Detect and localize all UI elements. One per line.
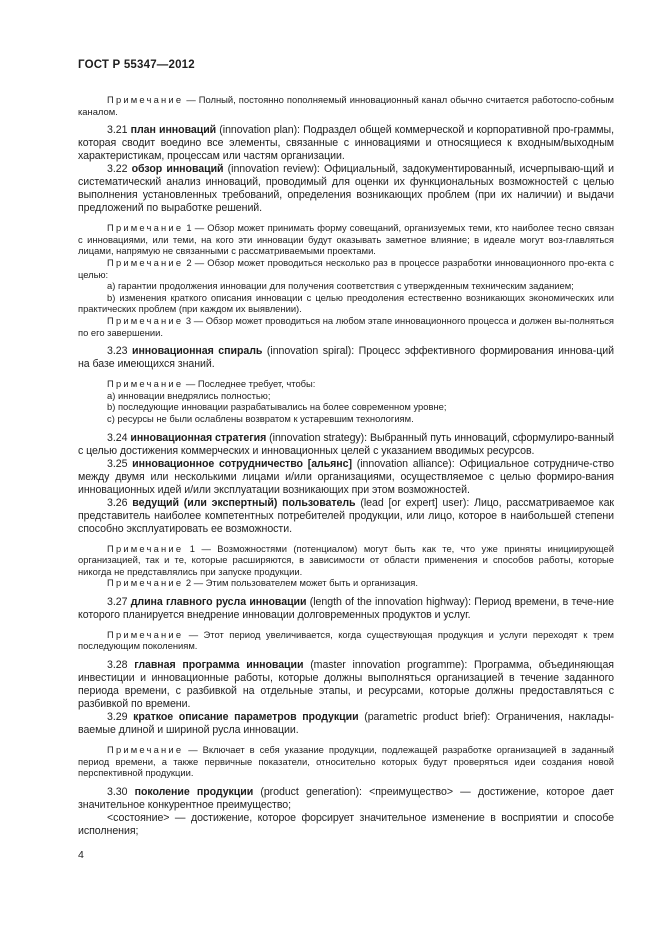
term-3-30 [78,786,614,812]
term-title: поколение продукции [134,785,254,798]
term-3-25 [78,458,614,497]
term-definition: (product generation): <преимущество> — достижение, которое дает значительное конкурентное преимущество; [78,785,614,811]
term-title: обзор инноваций [131,163,224,176]
note-label: Примечание [107,744,184,756]
note-text: 1 — Обзор может принимать форму совещаний, организуемых теми, кто наиболее тесно связан с инновациями, или теми, на кого эти инновации будут оказывать заметное влияние; в идеале могут воз-главляться лицами, напрямую не связанными с рассматриваемыми проектами. [78,222,614,257]
term-definition: (lead [or expert] user): Лицо, рассматриваемое как представитель наиболее компетентных потребителей продукции, или лицо, которое в наибольшей степени способно эксплуатировать ее возможности. [78,496,615,535]
term-number: 3.25 [107,457,133,470]
note [78,257,614,280]
note-text: — Последнее требует, чтобы: [183,378,316,390]
note [78,315,614,338]
term-title: план инноваций [130,124,217,137]
note-list-item: a) инновации внедрялись полностью; [107,389,271,401]
note [78,629,614,652]
note [78,744,614,779]
note [78,378,614,390]
note-text: 2 — Обзор может проводиться несколько раз в процессе разработки инновационного про-екта с целью: [78,256,614,280]
note-list-item: b) последующие инновации разрабатывались на более современном уровне; [107,401,447,413]
term-number: 3.27 [107,595,131,608]
term-3-23 [78,345,614,371]
term-3-24 [78,432,614,458]
term-title: главная программа инновации [134,659,304,672]
note [78,222,614,257]
note-list-item: a) гарантии продолжения инновации для получения соответствия с утвержденным техническим заданием; [107,280,574,292]
term-number: 3.22 [107,163,132,176]
note-label: Примечание [107,577,184,589]
term-title: длина главного русла инновации [130,595,307,608]
term-definition: (innovation strategy): Выбранный путь инноваций, сформулиро-ванный с целью достижения коммерческих и инновационных целей с указанием вводимых ресурсов. [78,431,614,457]
term-definition: (innovation spiral): Процесс эффективного формирования иннова-ций на базе имеющихся знаний. [78,345,615,371]
note [78,577,614,589]
term-title: инновационная спираль [131,345,263,358]
term-definition: (master innovation programme): Программа, объединяющая инвестиции и инновационные работы, которые должны выполняться организацией в течение заданного периода времени, с разбивкой на отдельные этапы, и ресурсами, которые должны предоставляться с разбивкой по времени. [78,659,614,711]
term-3-26 [78,497,614,536]
term-number: 3.26 [107,496,133,509]
term-definition: (innovation review): Официальный, задокументированный, исчерпываю-щий и систематический анализ инноваций, проводимый для оценки их функциональных возможностей с целью выполнения установленных требований, определения возникающих проблем (при их наличии) и выдачи предложений по выработке решений. [78,163,614,215]
term-title: ведущий (или экспертный) пользователь [132,496,356,509]
term-definition: (parametric product brief): Ограничения, наклады-ваемые длиной и шириной русла инновации. [78,711,615,737]
note-label: Примечание [107,94,184,105]
note-text: 3 — Обзор может проводиться на любом этапе инновационного процесса и должен вы-полняться по его завершении. [78,314,614,338]
term-definition: (innovation alliance): Официальное сотрудниче-ство между двумя или несколькими лицами и/или организациями, осуществляемое с целью формиро-вания инновационных идей и/или эксплуатации возникающих при этом возможностей. [78,457,614,496]
term-3-28 [78,659,614,711]
note-label: Примечание [107,378,184,390]
term-3-22 [78,163,614,215]
term-title: инновационная стратегия [130,431,267,444]
page-content [78,94,614,838]
term-3-29 [78,711,614,737]
note-label: Примечание [107,542,184,554]
term-number: 3.21 [107,124,131,137]
note-label: Примечание [107,628,184,640]
note-list-item: b) изменения краткого описания инновации с целью преодоления естественно возникающих экономических или практических проблем (при каждом их выявлении). [78,291,614,315]
note-label: Примечание [107,314,184,326]
term-3-30-continuation: <состояние> — достижение, которое форсирует значительное изменение в восприятии и способе исполнения; [78,811,614,837]
term-3-27 [78,596,614,622]
note-text: — Включает в себя указание продукции, подлежащей разработке организацией в заданный период времени, а также первичные показатели, относительно которых будут проверяться идеи создания новой перспективной продукции. [78,744,614,779]
term-number: 3.24 [107,431,131,444]
term-definition: (innovation plan): Подраздел общей коммерческой и корпоративной про-граммы, которая сводит воедино все элементы, связанные с инновациями и относящиеся к входным/выходным характеристикам, процессам или частям организации. [78,124,614,163]
term-number: 3.30 [107,785,135,798]
note-list-item: c) ресурсы не были ослаблены возвратом к устаревшим технологиям. [107,412,414,424]
page-number: 4 [78,849,84,861]
note-text: 2 — Этим пользователем может быть и организация. [183,577,418,589]
document-header: ГОСТ Р 55347—2012 [78,59,195,71]
term-definition: (length of the innovation highway): Период времени, в тече-ние которого планируется внедрение инновации долговременных продуктов и услуг. [78,595,614,621]
note-label: Примечание [107,222,184,234]
term-number: 3.29 [107,711,134,724]
term-number: 3.28 [107,659,135,672]
term-title: краткое описание параметров продукции [133,711,359,724]
term-3-21 [78,124,614,163]
note-text: — Полный, постоянно пополняемый инновационный канал обычно считается работоспо-собным каналом. [78,94,614,117]
note-text: 1 — Возможностями (потенциалом) могут быть как те, что уже приняты инициирующей организацией, так и те, которые расширяются, в зависимости от области применения и способов работы, которые никогда не представлялись при запуске продукции. [78,542,614,577]
term-number: 3.23 [107,345,132,358]
note [78,543,614,578]
note-label: Примечание [107,256,184,268]
note-text: — Этот период увеличивается, когда существующая продукция и услуги переходят к трем последующим поколениям. [78,628,614,652]
term-title: инновационное сотрудничество [альянс] [132,457,352,470]
note [78,94,614,117]
